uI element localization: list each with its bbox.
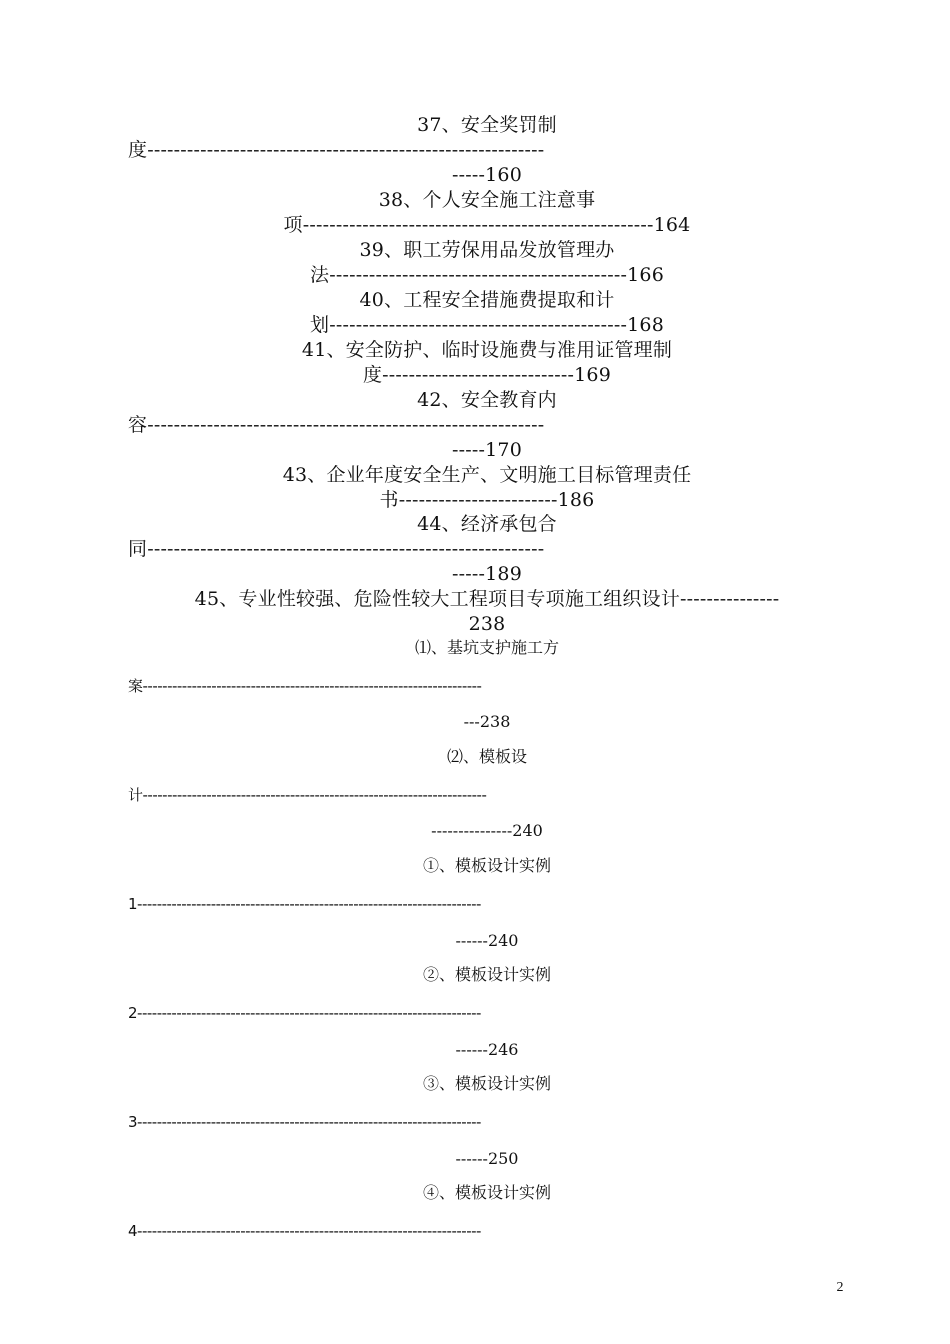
toc-example-2-leader: 2---------------------------------------------------------------------- [128,1004,481,1022]
toc-entry-37-page: -----160 [452,164,522,186]
page-number: 2 [836,1280,844,1295]
toc-entry-39-leader: 法---------------------------------------------166 [310,264,664,286]
toc-entry-45-page: 238 [468,613,506,635]
toc-example-1-leader: 1---------------------------------------------------------------------- [128,895,481,913]
toc-entry-37-leader: 度------------------------------------------------------------ [128,139,545,161]
toc-entry-41-title: 41、安全防护、临时设施费与准用证管理制 [301,339,673,361]
toc-entry-43-title: 43、企业年度安全生产、文明施工目标管理责任 [282,464,692,486]
toc-entry-42-title: 42、安全教育内 [417,389,557,411]
toc-entry-40-leader: 划---------------------------------------------168 [310,314,664,336]
toc-entry-38-title: 38、个人安全施工注意事 [378,189,596,211]
toc-example-3-title: ③、模板设计实例 [422,1074,551,1093]
toc-example-3-leader: 3---------------------------------------------------------------------- [128,1113,481,1131]
toc-sub-2-page: ---------------240 [431,821,543,840]
toc-sub-1-title: ⑴、基坑支护施工方 [414,638,559,657]
toc-sub-1-page: ---238 [463,712,511,731]
toc-example-4-title: ④、模板设计实例 [422,1183,551,1202]
toc-example-4-leader: 4---------------------------------------------------------------------- [128,1222,481,1240]
toc-entry-44-leader: 同------------------------------------------------------------ [128,538,545,560]
toc-entry-44-page: -----189 [452,563,522,585]
toc-entry-37-title: 37、安全奖罚制 [417,114,557,136]
toc-entry-38-leader: 项-----------------------------------------------------164 [283,214,691,236]
toc-sub-2-title: ⑵、模板设 [446,747,527,766]
toc-entry-40-title: 40、工程安全措施费提取和计 [359,289,615,311]
toc-entry-42-leader: 容------------------------------------------------------------ [128,414,545,436]
toc-entry-45-title: 45、专业性较强、危险性较大工程项目专项施工组织设计--------------- [194,588,780,610]
toc-example-1-page: ------240 [455,931,519,950]
toc-sub-2-leader: 计---------------------------------------------------------------------- [128,786,487,804]
toc-entry-43-leader: 书------------------------186 [379,489,595,511]
toc-entry-39-title: 39、职工劳保用品发放管理办 [359,239,615,261]
toc-entry-41-leader: 度-----------------------------169 [362,364,612,386]
toc-example-3-page: ------250 [455,1149,519,1168]
toc-entry-44-title: 44、经济承包合 [417,513,557,535]
toc-example-2-title: ②、模板设计实例 [422,965,551,984]
toc-sub-1-leader: 案--------------------------------------------------------------------- [128,677,482,695]
toc-example-2-page: ------246 [455,1040,519,1059]
toc-entry-42-page: -----170 [452,439,522,461]
toc-example-1-title: ①、模板设计实例 [422,856,551,875]
